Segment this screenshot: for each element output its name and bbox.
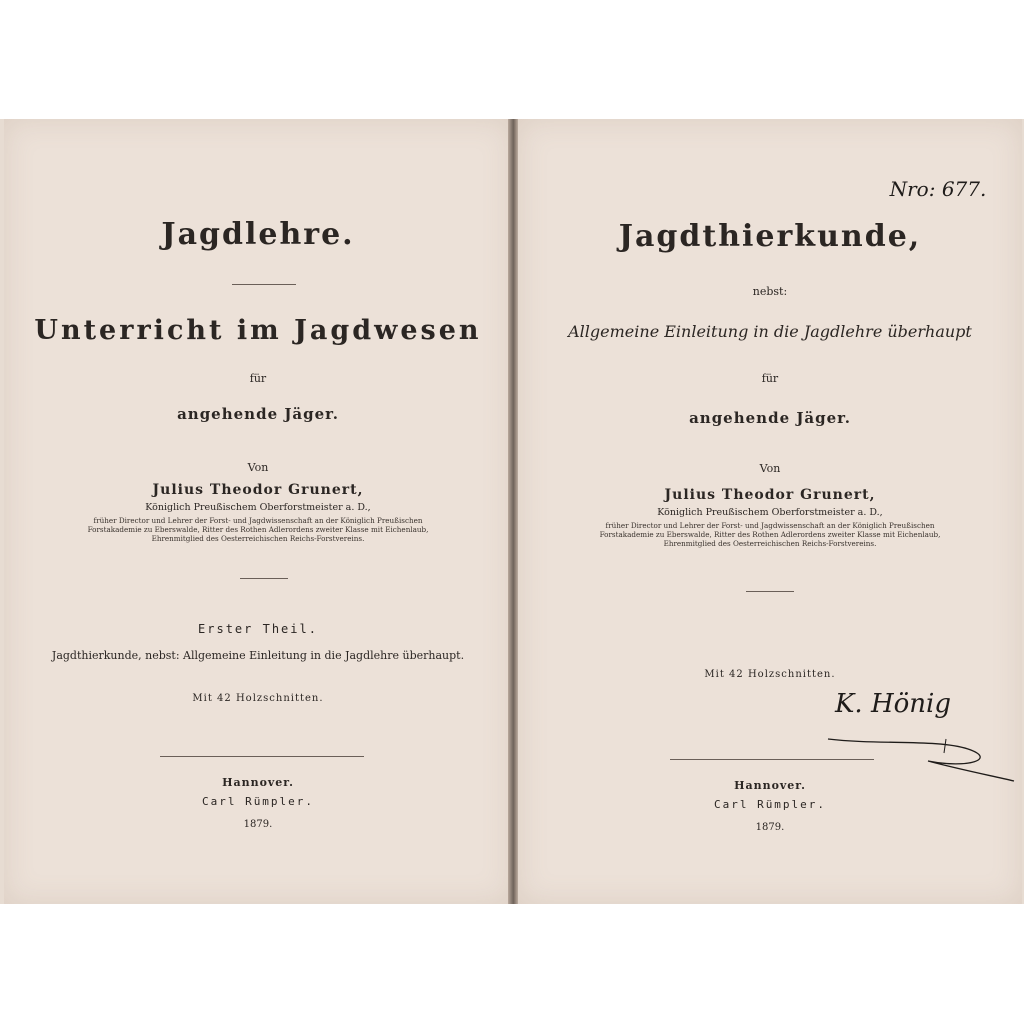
left-title: Jagdlehre. xyxy=(161,217,355,252)
left-part: Erster Theil. xyxy=(198,622,318,636)
right-illustrations: Mit 42 Holzschnitten. xyxy=(704,669,836,680)
right-nebst: nebst: xyxy=(752,285,788,298)
divider-rule xyxy=(746,591,794,592)
left-credential-2: Forstakademie zu Eberswalde, Ritter des Rothen Adlerordens zweiter Klasse mit Eichenlaub, xyxy=(87,525,429,534)
right-audience: angehende Jäger. xyxy=(689,409,851,427)
right-credential-2: Forstakademie zu Eberswalde, Ritter des Rothen Adlerordens zweiter Klasse mit Eichenlaub, xyxy=(599,530,941,539)
left-audience: angehende Jäger. xyxy=(177,405,339,423)
signature: K. Hönig xyxy=(835,689,951,719)
right-title: Jagdthierkunde, xyxy=(618,219,922,254)
right-publisher: Carl Rümpler. xyxy=(713,798,827,811)
right-place: Hannover. xyxy=(734,779,806,792)
left-fuer: für xyxy=(249,372,267,385)
book-spread xyxy=(0,119,1024,904)
divider-rule xyxy=(160,756,364,757)
left-year: 1879. xyxy=(243,819,273,830)
left-von: Von xyxy=(247,461,269,474)
left-place: Hannover. xyxy=(222,776,294,789)
right-credential-1: früher Director und Lehrer der Forst- und Jagdwissenschaft an der Königlich Preußischen xyxy=(605,521,935,530)
right-author-title: Königlich Preußischem Oberforstmeister a. D., xyxy=(657,507,883,518)
right-author: Julius Theodor Grunert, xyxy=(664,487,876,503)
left-author-title: Königlich Preußischem Oberforstmeister a. D., xyxy=(145,502,371,513)
left-part-content: Jagdthierkunde, nebst: Allgemeine Einleitung in die Jagdlehre überhaupt. xyxy=(51,649,465,662)
inventory-number: Nro: 677. xyxy=(889,177,987,201)
right-page xyxy=(518,119,1022,904)
signature-flourish-icon xyxy=(818,709,1018,789)
left-credential-1: früher Director und Lehrer der Forst- und Jagdwissenschaft an der Königlich Preußischen xyxy=(93,516,423,525)
left-illustrations: Mit 42 Holzschnitten. xyxy=(192,693,324,704)
left-credential-3: Ehrenmitglied des Oesterreichischen Reichs-Forstvereins. xyxy=(151,534,365,543)
right-year: 1879. xyxy=(755,822,785,833)
left-page xyxy=(4,119,512,904)
right-subtitle: Allgemeine Einleitung in die Jagdlehre überhaupt xyxy=(568,322,972,341)
divider-rule xyxy=(240,578,288,579)
left-subtitle: Unterricht im Jagdwesen xyxy=(34,315,482,346)
left-author: Julius Theodor Grunert, xyxy=(152,482,364,498)
divider-rule xyxy=(670,759,874,760)
right-credential-3: Ehrenmitglied des Oesterreichischen Reichs-Forstvereins. xyxy=(663,539,877,548)
right-von: Von xyxy=(759,462,781,475)
left-publisher: Carl Rümpler. xyxy=(201,795,315,808)
right-fuer: für xyxy=(761,372,779,385)
divider-rule xyxy=(232,284,296,285)
